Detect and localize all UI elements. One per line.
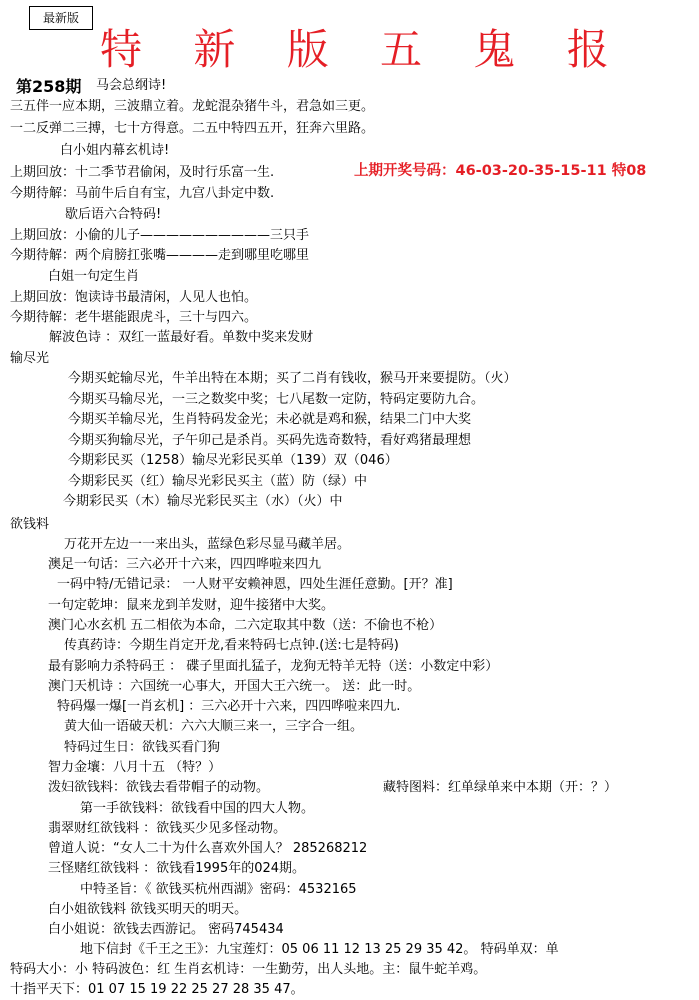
text-line: 万花开左边一一来出头，蓝绿色彩尽显马藏羊居。 bbox=[64, 537, 351, 552]
text-line: 澳门心水玄机 五二相依为本命，二六定取其中数（送：不偷也不枪） bbox=[48, 618, 443, 633]
text-line: 藏特图料：红单绿单来中本期（开：？） bbox=[383, 780, 618, 795]
text-line: 澳足一句话：三六必开十六来，四四哗啦来四九 bbox=[48, 557, 322, 572]
text-line: 上期回放：小偷的儿子——————————三只手 bbox=[10, 228, 310, 243]
text-line: 白姐一句定生肖 bbox=[48, 269, 140, 284]
page-title: 特 新 版 五 鬼 报 bbox=[100, 25, 628, 74]
text-line: 地下信封《千王之王》：九宝莲灯：05 06 11 12 13 25 29 35 42。 特码单双：单 bbox=[80, 942, 559, 957]
text-line: 泼妇欲钱料：欲钱去看带帽子的动物。 bbox=[48, 780, 270, 795]
text-line: 曾道人说：“女人二十为什么喜欢外国人？ 285268212 bbox=[48, 841, 368, 856]
text-line: 一码中特/无错记录： 一人财平安赖神恩，四处生涯任意勤。[开？准] bbox=[57, 577, 453, 592]
text-line: 特码过生日：欲钱买看门狗 bbox=[64, 740, 221, 755]
text-line: 智力金壤：八月十五 （特？） bbox=[48, 760, 222, 775]
text-line: 今期彩民买（木）输尽光彩民买主（水）（火）中 bbox=[63, 494, 343, 509]
text-line: 欲钱料 bbox=[10, 517, 50, 532]
text-line: 一句定乾坤：鼠来龙到羊发财，迎牛接猪中大奖。 bbox=[48, 598, 335, 613]
text-line: 马会总纲诗! bbox=[96, 78, 167, 93]
text-line: 翡翠财红欲钱料 ：欲钱买少见多怪动物。 bbox=[48, 821, 287, 836]
text-line: 一二反弹二三搏，七十方得意。二五中特四五开，狂奔六里路。 bbox=[10, 121, 375, 136]
issue-number: 第258期 bbox=[16, 77, 82, 96]
text-line: 今期待解：马前牛后自有宝，九宫八卦定中数. bbox=[10, 186, 275, 201]
text-line: 白小姐说：欲钱去西游记。 密码745434 bbox=[48, 922, 284, 937]
text-line: 上期回放：十二季节君偷闲，及时行乐富一生. bbox=[10, 165, 275, 180]
text-line: 今期彩民买（红）输尽光彩民买主（蓝）防（绿）中 bbox=[68, 474, 368, 489]
text-line: 今期待解：老牛堪能跟虎斗，三十与四六。 bbox=[10, 310, 258, 325]
text-line: 特码大小：小 特码波色：红 生肖玄机诗：一生勤劳，出人头地。主：鼠牛蛇羊鸡。 bbox=[10, 962, 487, 977]
text-line: 特码爆一爆[一肖玄机] ：三六必开十六来，四四哗啦来四九. bbox=[57, 699, 401, 714]
edition-badge: 最新版 bbox=[29, 6, 93, 30]
text-line: 输尽光 bbox=[10, 351, 50, 366]
text-line: 上期回放：饱读诗书最清闲，人见人也怕。 bbox=[10, 290, 258, 305]
text-line: 白小姐内幕玄机诗! bbox=[60, 143, 170, 158]
text-line: 今期买羊输尽光，生肖特码发金光；未必就是鸡和猴，结果二门中大奖 bbox=[68, 412, 472, 427]
text-line: 传真药诗：今期生肖定开龙,看来特码七点钟.(送:七是特码) bbox=[64, 638, 399, 653]
text-line: 最有影响力杀特码王 ： 碟子里面扎猛子，龙狗无特羊无特（送：小数定中彩） bbox=[48, 659, 499, 674]
text-line: 今期买狗输尽光，子午卯己是杀肖。买码先选奇数特，看好鸡猪最理想 bbox=[68, 433, 472, 448]
text-line: 中特圣旨：《 欲钱买杭州西湖》密码：4532165 bbox=[80, 882, 357, 897]
text-line: 白小姐欲钱料 欲钱买明天的明天。 bbox=[48, 902, 248, 917]
text-line: 歇后语六合特码! bbox=[65, 207, 162, 222]
text-line: 解波色诗 ：双红一蓝最好看。单数中奖来发财 bbox=[49, 330, 314, 345]
text-line: 今期待解：两个肩膀扛张嘴————走到哪里吃哪里 bbox=[10, 248, 310, 263]
text-line: 今期买蛇输尽光，牛羊出特在本期；买了二肖有钱收，猴马开来要提防。（火） bbox=[68, 371, 517, 386]
text-line: 十指平天下：01 07 15 19 22 25 27 28 35 47。 bbox=[10, 982, 304, 997]
text-line: 第一手欲钱料：欲钱看中国的四大人物。 bbox=[80, 801, 315, 816]
text-line: 今期彩民买（1258）输尽光彩民买单（139）双（046） bbox=[68, 453, 398, 468]
lottery-result: 上期开奖号码：46-03-20-35-15-11 特08 bbox=[354, 163, 647, 179]
text-line: 澳门天机诗 ：六国统一心事大，开国大王六统一。 送：此一时。 bbox=[48, 679, 421, 694]
text-line: 三怪赌红欲钱料 ：欲钱看1995年的024期。 bbox=[48, 861, 306, 876]
text-line: 三五伴一应本期，三波鼎立着。龙蛇混杂猪牛斗，君急如三更。 bbox=[10, 99, 375, 114]
text-line: 黄大仙一语破天机：六六大顺三来一，三字合一组。 bbox=[64, 719, 364, 734]
text-line: 今期买马输尽光，一三之数奖中奖；七八尾数一定防，特码定要防九合。 bbox=[68, 392, 485, 407]
